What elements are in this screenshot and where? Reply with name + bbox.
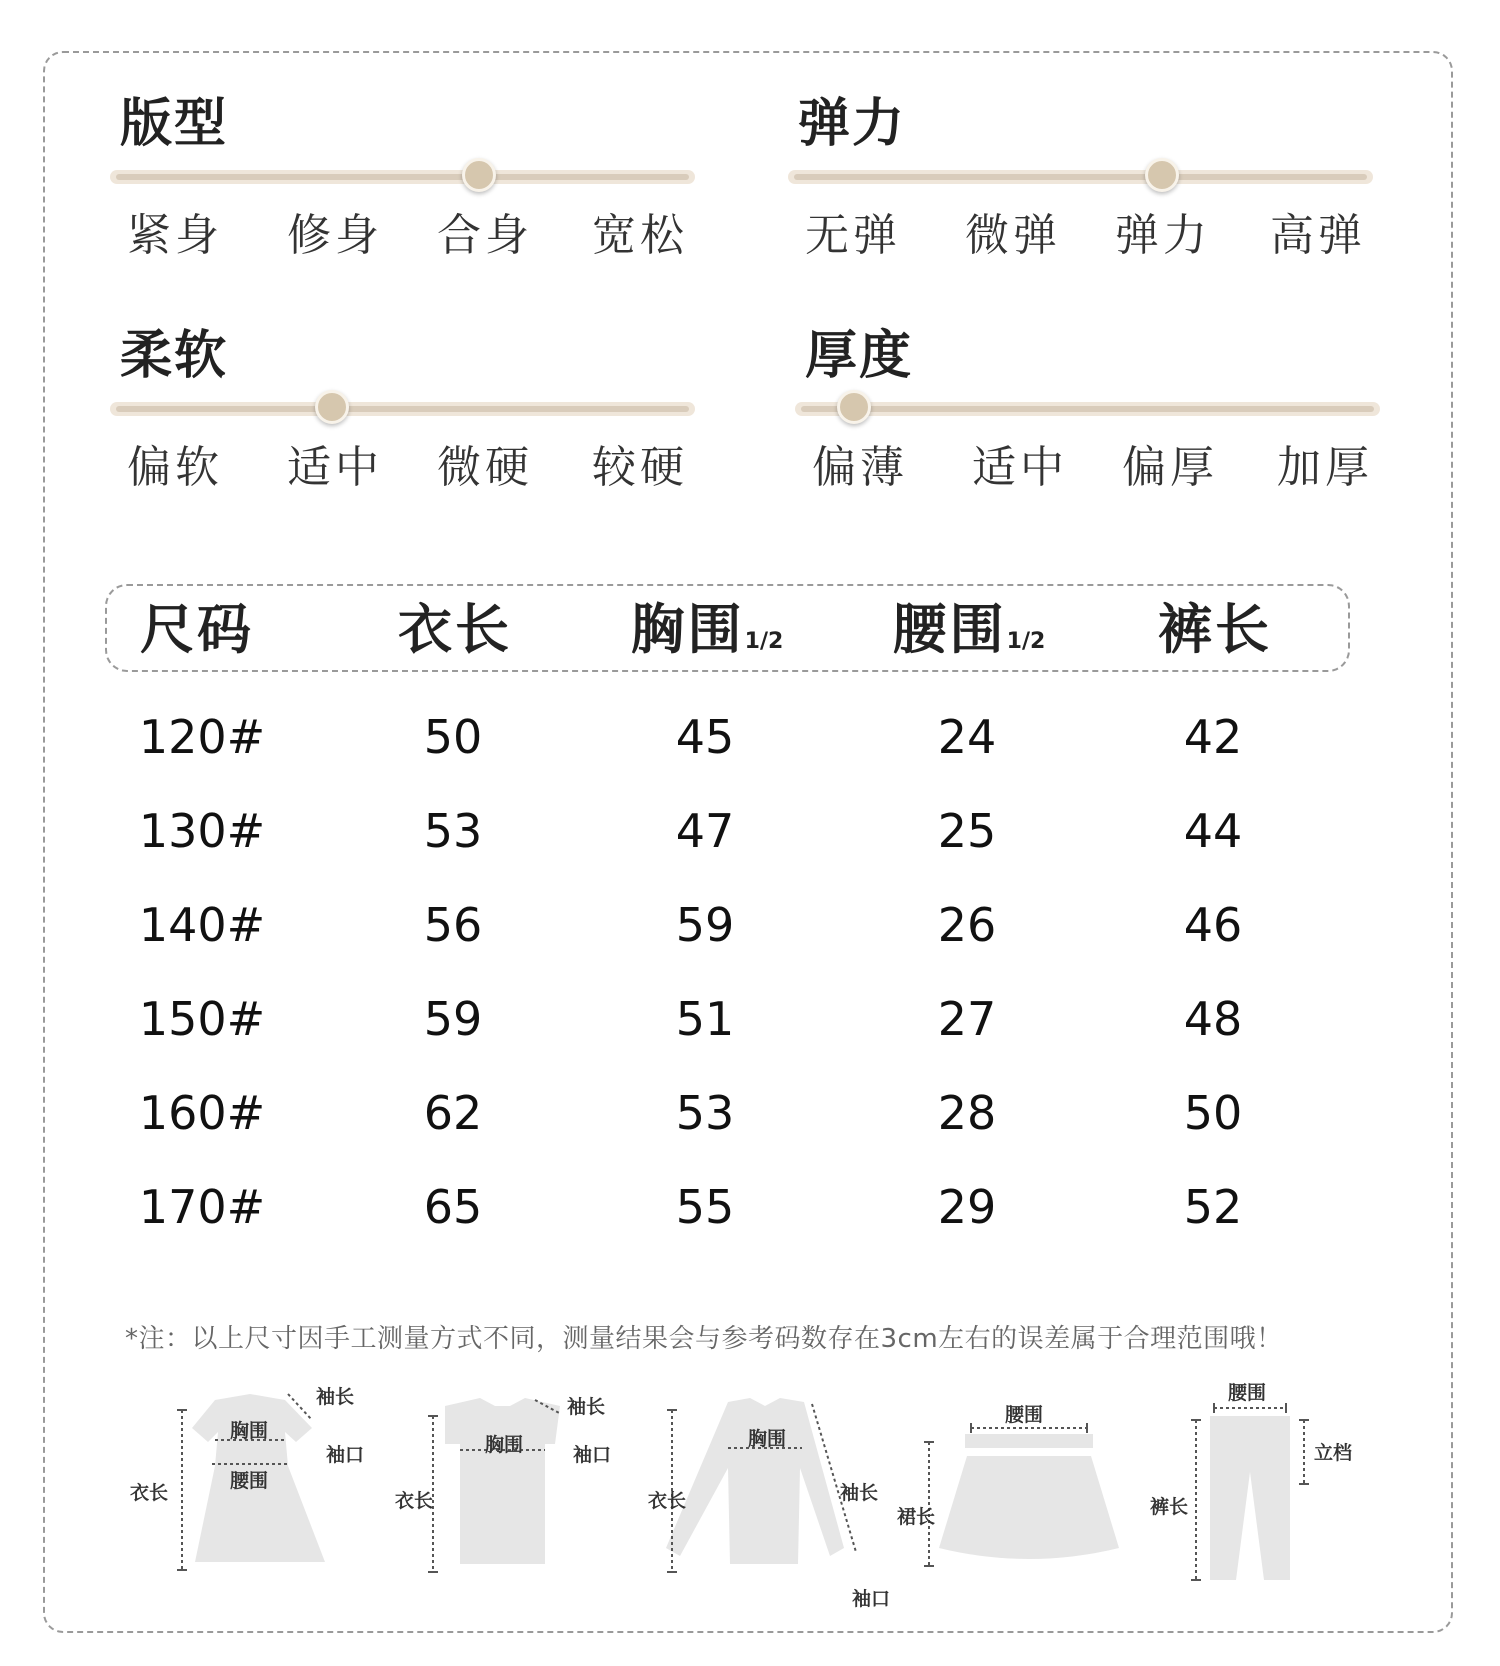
slider-level-label: 微硬 [437,442,533,493]
slider-track-line [116,174,689,180]
measurement-note: *注：以上尺寸因手工测量方式不同，测量结果会与参考码数存在3cm左右的误差属于合理范围哦！ [125,1324,1283,1354]
table-cell: 55 [675,1180,735,1234]
table-cell: 140# [138,898,266,952]
header-pants-length: 裤长 [1158,598,1272,661]
slider-level-label: 加厚 [1277,442,1373,493]
diagram-skirt [897,1380,1145,1630]
table-row [0,784,1500,878]
slider-level-label: 修身 [287,210,383,261]
slider-levels [110,438,695,498]
dress-length-label: 衣长 [130,1482,169,1504]
tshirt-chest-label: 胸围 [485,1434,524,1456]
table-cell: 65 [423,1180,483,1234]
table-cell: 44 [1183,804,1243,858]
dress-chest-label: 胸围 [230,1420,269,1442]
table-cell: 51 [675,992,735,1046]
pants-rise-label: 立档 [1314,1442,1353,1464]
slider-knob [837,390,871,424]
slider-level-label: 适中 [287,442,383,493]
skirt-waist-label: 腰围 [1005,1404,1044,1426]
slider-track-line [794,174,1367,180]
slider-level-label: 微弹 [965,210,1061,261]
table-cell: 150# [138,992,266,1046]
header-waist: 腰围1/2 [892,598,1046,661]
tshirt-sleeve-label: 袖长 [567,1396,606,1418]
table-row [0,1160,1500,1254]
slider-levels [110,206,695,266]
diagram-tshirt [385,1380,635,1630]
slider-level-label: 偏软 [127,442,223,493]
sweater-chest-label: 胸围 [748,1428,787,1450]
diagram-sweater [640,1380,900,1630]
table-cell: 52 [1183,1180,1243,1234]
slider-track-line [801,406,1374,412]
table-row [0,690,1500,784]
slider-level-label: 偏厚 [1122,442,1218,493]
slider-level-label: 弹力 [1115,210,1211,261]
table-cell: 59 [423,992,483,1046]
table-cell: 25 [937,804,997,858]
table-cell: 24 [937,710,997,764]
table-cell: 29 [937,1180,997,1234]
slider-levels [788,206,1373,266]
table-cell: 170# [138,1180,266,1234]
slider-levels [795,438,1380,498]
dress-cuff-label: 袖口 [326,1444,365,1466]
attribute-title: 弹力 [798,94,907,154]
table-cell: 160# [138,1086,266,1140]
dress-sleeve-label: 袖长 [316,1386,355,1408]
table-cell: 56 [423,898,483,952]
table-cell: 28 [937,1086,997,1140]
table-cell: 42 [1183,710,1243,764]
size-table-header [105,584,1350,672]
slider-track-line [116,406,689,412]
skirt-length-label: 裙长 [897,1506,936,1528]
table-cell: 62 [423,1086,483,1140]
diagram-dress [120,1380,380,1630]
tshirt-length-label: 衣长 [395,1490,434,1512]
slider-level-label: 合身 [437,210,533,261]
slider-track [110,402,695,416]
slider-track [788,170,1373,184]
dress-waist-label: 腰围 [230,1470,269,1492]
table-cell: 120# [138,710,266,764]
sweater-sleeve-label: 袖长 [840,1482,879,1504]
header-length: 衣长 [398,598,512,661]
diagram-pants [1150,1380,1380,1630]
table-cell: 27 [937,992,997,1046]
slider-level-label: 紧身 [127,210,223,261]
pants-waist-label: 腰围 [1228,1382,1267,1404]
slider-level-label: 高弹 [1270,210,1366,261]
table-cell: 59 [675,898,735,952]
table-cell: 47 [675,804,735,858]
sweater-cuff-label: 袖口 [852,1588,891,1610]
slider-level-label: 较硬 [592,442,688,493]
table-cell: 26 [937,898,997,952]
slider-level-label: 无弹 [805,210,901,261]
header-waist-suffix: 1/2 [1006,629,1046,654]
attribute-title: 版型 [120,94,229,154]
table-row [0,972,1500,1066]
attribute-title: 柔软 [120,326,229,386]
slider-track [795,402,1380,416]
slider-track [110,170,695,184]
slider-level-label: 偏薄 [812,442,908,493]
attribute-title: 厚度 [805,326,914,386]
header-chest: 胸围1/2 [630,598,784,661]
table-row [0,1066,1500,1160]
header-chest-suffix: 1/2 [744,629,784,654]
header-size: 尺码 [140,598,254,661]
slider-level-label: 宽松 [592,210,688,261]
tshirt-cuff-label: 袖口 [573,1444,612,1466]
sweater-length-label: 衣长 [648,1490,687,1512]
table-row [0,878,1500,972]
slider-level-label: 适中 [972,442,1068,493]
pants-length-label: 裤长 [1150,1496,1189,1518]
table-cell: 130# [138,804,266,858]
table-cell: 50 [1183,1086,1243,1140]
table-cell: 53 [675,1086,735,1140]
table-cell: 50 [423,710,483,764]
table-cell: 48 [1183,992,1243,1046]
table-cell: 45 [675,710,735,764]
table-cell: 53 [423,804,483,858]
table-cell: 46 [1183,898,1243,952]
slider-knob [462,158,496,192]
